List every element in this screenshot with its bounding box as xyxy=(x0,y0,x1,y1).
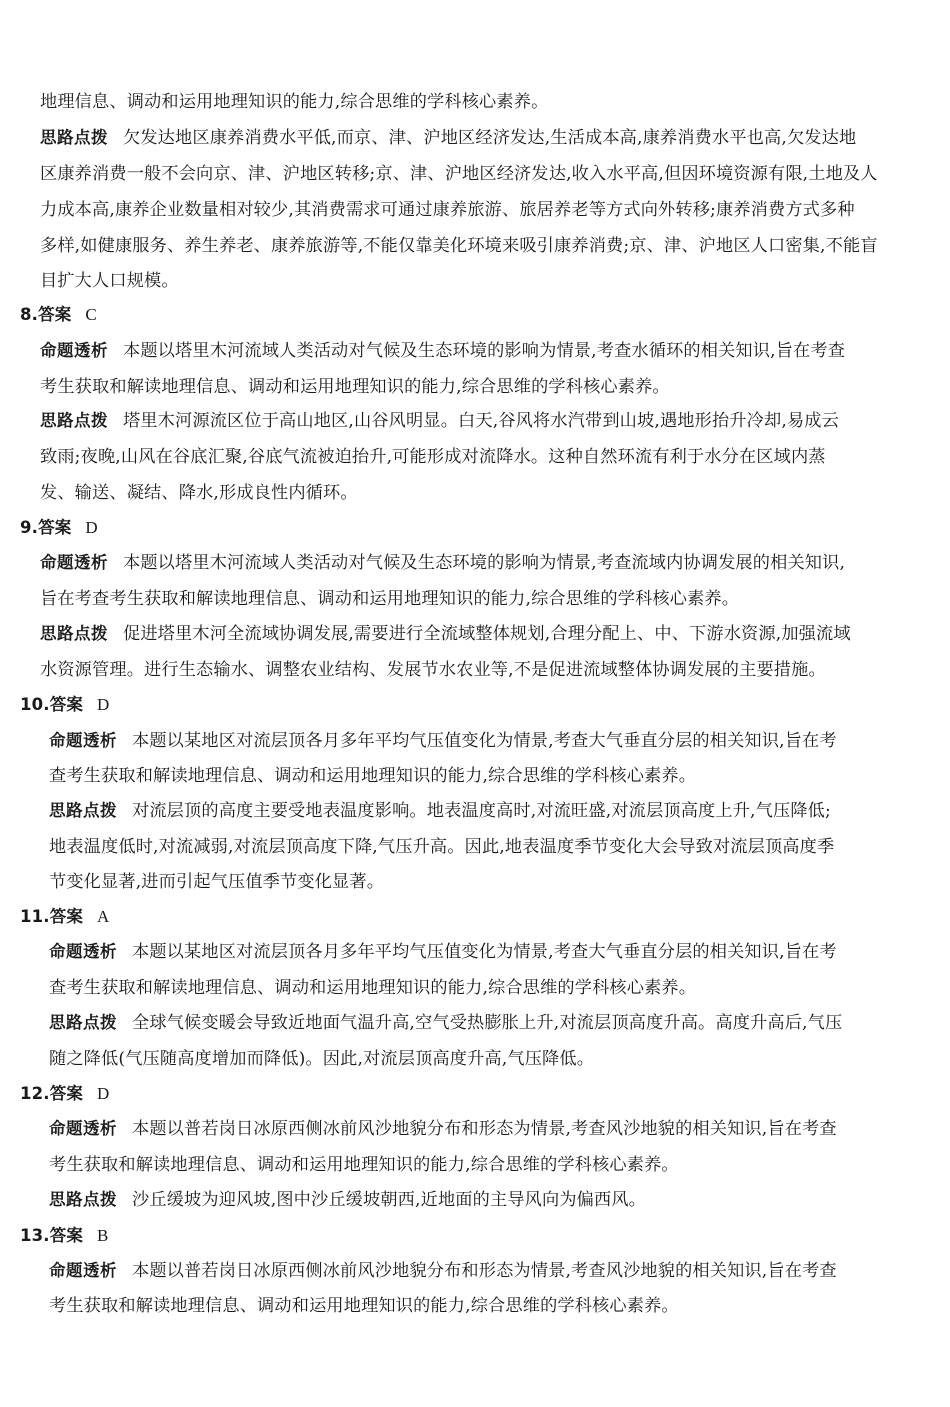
intent-line: 考生获取和解读地理信息、调动和运用地理知识的能力,综合思维的学科核心素养。 xyxy=(49,1155,679,1175)
question-answer-line: 8.答案 C xyxy=(20,305,97,324)
analysis-label: 思路点拨 xyxy=(40,128,108,147)
analysis-line: 思路点拨 促进塔里木河全流域协调发展,需要进行全流域整体规划,合理分配上、中、下游水资源,加强流域 xyxy=(40,624,851,644)
answer-letter: B xyxy=(97,1226,109,1245)
intent-line: 旨在考查考生获取和解读地理信息、调动和运用地理知识的能力,综合思维的学科核心素养。 xyxy=(40,589,740,609)
answer-letter: A xyxy=(97,907,110,926)
analysis-line: 发、输送、凝结、降水,形成良性内循环。 xyxy=(40,483,358,503)
analysis-line: 水资源管理。进行生态输水、调整农业结构、发展节水农业等,不是促进流域整体协调发展的主要措施。 xyxy=(40,660,826,680)
intent-line: 查考生获取和解读地理信息、调动和运用地理知识的能力,综合思维的学科核心素养。 xyxy=(49,766,697,786)
question-answer-line: 12.答案 D xyxy=(20,1084,110,1103)
intent-line: 命题透析 本题以某地区对流层顶各月多年平均气压值变化为情景,考查大气垂直分层的相关知识,旨在考 xyxy=(49,731,837,751)
analysis-line: 思路点拨 沙丘缓坡为迎风坡,图中沙丘缓坡朝西,近地面的主导风向为偏西风。 xyxy=(49,1190,647,1210)
intent-line: 命题透析 本题以普若岗日冰原西侧冰前风沙地貌分布和形态为情景,考查风沙地貌的相关知识,旨在考查 xyxy=(49,1119,837,1139)
intent-line: 命题透析 本题以普若岗日冰原西侧冰前风沙地貌分布和形态为情景,考查风沙地貌的相关知识,旨在考查 xyxy=(49,1261,837,1281)
answer-letter: D xyxy=(97,1084,110,1103)
question-answer-line: 11.答案 A xyxy=(20,907,110,926)
intent-line: 命题透析 本题以某地区对流层顶各月多年平均气压值变化为情景,考查大气垂直分层的相关知识,旨在考 xyxy=(49,942,837,962)
intro-analysis-line: 力成本高,康养企业数量相对较少,其消费需求可通过康养旅游、旅居养老等方式向外转移;康养消费方式多种 xyxy=(40,200,855,220)
question-answer-line: 9.答案 D xyxy=(20,518,98,537)
answer-letter: D xyxy=(85,518,98,537)
intent-line: 命题透析 本题以塔里木河流域人类活动对气候及生态环境的影响为情景,考查水循环的相关知识,旨在考查 xyxy=(40,341,846,361)
intent-line: 考生获取和解读地理信息、调动和运用地理知识的能力,综合思维的学科核心素养。 xyxy=(49,1296,679,1316)
analysis-line: 思路点拨 对流层顶的高度主要受地表温度影响。地表温度高时,对流旺盛,对流层顶高度上升,气压降低; xyxy=(49,801,831,821)
intent-line: 查考生获取和解读地理信息、调动和运用地理知识的能力,综合思维的学科核心素养。 xyxy=(49,978,697,998)
intro-analysis-line: 区康养消费一般不会向京、津、沪地区转移;京、津、沪地区经济发达,收入水平高,但因环境资源有限,土地及人 xyxy=(40,164,878,184)
intro-text-line: 地理信息、调动和运用地理知识的能力,综合思维的学科核心素养。 xyxy=(40,92,549,112)
intro-analysis-line: 思路点拨 欠发达地区康养消费水平低,而京、津、沪地区经济发达,生活成本高,康养消费水平也高,欠发达地 xyxy=(40,128,857,148)
intent-line: 命题透析 本题以塔里木河流域人类活动对气候及生态环境的影响为情景,考查流域内协调发展的相关知识, xyxy=(40,553,846,573)
intro-analysis-line: 目扩大人口规模。 xyxy=(40,271,179,291)
analysis-line: 随之降低(气压随高度增加而降低)。因此,对流层顶高度升高,气压降低。 xyxy=(49,1049,595,1069)
analysis-line: 节变化显著,进而引起气压值季节变化显著。 xyxy=(49,872,385,892)
answer-letter: D xyxy=(97,695,110,714)
question-answer-line: 10.答案 D xyxy=(20,695,110,714)
analysis-line: 思路点拨 塔里木河源流区位于高山地区,山谷风明显。白天,谷风将水汽带到山坡,遇地形抬升冷却,易成云 xyxy=(40,411,839,431)
intent-line: 考生获取和解读地理信息、调动和运用地理知识的能力,综合思维的学科核心素养。 xyxy=(40,377,670,397)
analysis-line: 致雨;夜晚,山风在谷底汇聚,谷底气流被迫抬升,可能形成对流降水。这种自然环流有利于水分在区域内蒸 xyxy=(40,447,826,467)
answer-letter: C xyxy=(85,305,97,324)
question-answer-line: 13.答案 B xyxy=(20,1226,109,1245)
intro-analysis-line: 多样,如健康服务、养生养老、康养旅游等,不能仅靠美化环境来吸引康养消费;京、津、沪地区人口密集,不能盲 xyxy=(40,236,878,256)
analysis-line: 地表温度低时,对流减弱,对流层顶高度下降,气压升高。因此,地表温度季节变化大会导致对流层顶高度季 xyxy=(49,837,835,857)
analysis-line: 思路点拨 全球气候变暖会导致近地面气温升高,空气受热膨胀上升,对流层顶高度升高。高度升高后,气压 xyxy=(49,1013,843,1033)
